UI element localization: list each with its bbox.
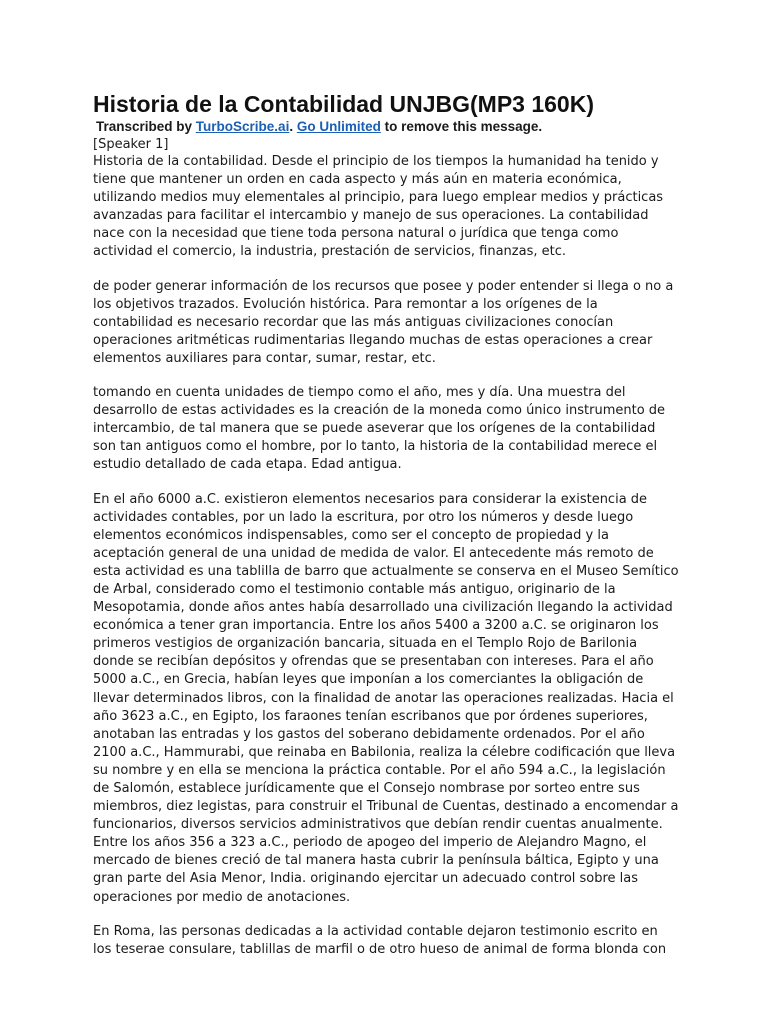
banner-prefix: Transcribed by — [96, 119, 196, 134]
turboscribe-link[interactable]: TurboScribe.ai — [195, 119, 290, 134]
go-unlimited-link[interactable]: Go Unlimited — [296, 119, 381, 134]
paragraph: En Roma, las personas dedicadas a la actividad contable dejaron testimonio escrito en los teserae consulare, tablillas de marfil o de otro hueso de animal de forma blonda con — [93, 923, 667, 957]
banner-suffix: to remove this message. — [380, 119, 543, 134]
speaker-label: [Speaker 1] — [93, 137, 169, 152]
paragraph: En el año 6000 a.C. existieron elementos necesarios para considerar la existencia de actividades contables, por un lado la escritura, por otro los números y desde luego elementos económicos indispensables, como ser el concepto de propiedad y la aceptación general de una unidad de medida de valor. El antecedente más remoto de esta actividad es una tablilla de barro que actualmente se conserva en el Museo Semítico de Arbal, considerado como el testimonio contable más antiguo, originario de la Mesopotamia, donde años antes había desarrollado una civilización llegando la actividad económica a tener gran importancia. Entre los años 5400 a 3200 a.C. se originaron los primeros vestigios de organización bancaria, situada en el Templo Rojo de Barilonia donde se recibían depósitos y ofrendas que se presentaban con intereses. Para el año 5000 a.C., en Grecia, habían leyes que imponían a los comerciantes la obligación de llevar determinados libros, con la finalidad de anotar las operaciones realizadas. Hacia el año 3623 a.C., en Egipto, los faraones tenían escribanos que por órdenes superiores, anotaban las entradas y los gastos del soberano debidamente ordenados. Por el año 2100 a.C., Hammurabi, que reinaba en Babilonia, realiza la célebre codificación que lleva su nombre y en ella se menciona la práctica contable. Por el año 594 a.C., la legislación de Salomón, establece jurídicamente que el Consejo nombrase por sorteo entre sus miembros, diez legistas, para construir el Tribunal de Cuentas, destinado a encomendar a funcionarios, diversos servicios administrativos que debían rendir cuentas anualmente. Entre los años 356 a 323 a.C., periodo de apogeo del imperio de Alejandro Magno, el mercado de bienes creció de tal manera hasta cubrir la península báltica, Egipto y una gran parte del Asia Menor, India. originando ejercitar un adecuado control sobre las operaciones por medio de anotaciones. — [93, 491, 679, 905]
document-title: Historia de la Contabilidad UNJBG(MP3 160K) — [93, 91, 594, 117]
paragraph: Historia de la contabilidad. Desde el principio de los tiempos la humanidad ha tenido y tiene que mantener un orden en cada aspecto y más aún en materia económica, utilizando medios muy elementales al principio, para luego emplear medios y prácticas avanzadas para facilitar el intercambio y manejo de sus operaciones. La contabilidad nace con la necesidad que tiene toda persona natural o jurídica que tenga como actividad el comercio, la industria, prestación de servicios, finanzas, etc. — [93, 154, 664, 260]
transcription-banner — [96, 118, 679, 136]
paragraph: de poder generar información de los recursos que posee y poder entender si llega o no a los objetivos trazados. Evolución histórica. Para remontar a los orígenes de la contabilidad es necesario recordar que las más antiguas civilizaciones conocían operaciones aritméticas rudimentarias llegando muchas de estas operaciones a crear elementos auxiliares para contar, sumar, restar, etc. — [93, 278, 674, 366]
paragraph: tomando en cuenta unidades de tiempo como el año, mes y día. Una muestra del desarrollo de estas actividades es la creación de la moneda como único instrumento de intercambio, de tal manera que se puede aseverar que los orígenes de la contabilidad son tan antiguos como el hombre, por lo tanto, la historia de la contabilidad merece el estudio detallado de cada etapa. Edad antigua. — [93, 385, 666, 473]
document-page — [93, 90, 679, 959]
banner-separator: . — [289, 119, 297, 134]
